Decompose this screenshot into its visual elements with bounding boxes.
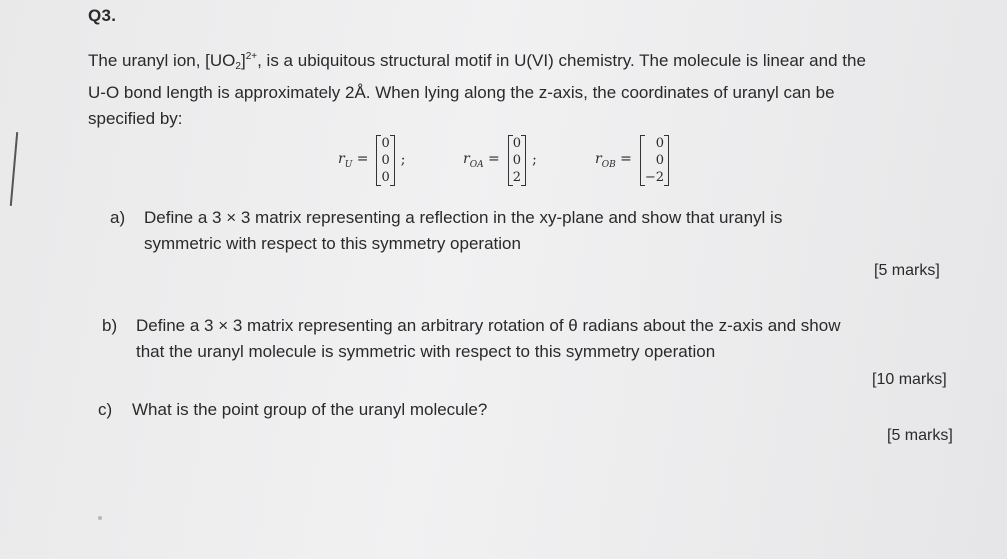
part-c — [98, 397, 698, 425]
vector-r-oa: $r_{OA}$ = 0 0 2 ; — [463, 135, 537, 185]
marks-b: [10 marks] — [872, 371, 947, 388]
marks-a: [5 marks] — [874, 262, 940, 279]
paper-speck — [98, 516, 102, 520]
question-intro — [88, 44, 968, 132]
vector-r-ob: $r_{OB}$ = 0 0 −2 — [595, 128, 675, 192]
part-text-line: What is the point group of the uranyl molecule? — [132, 400, 488, 419]
intro-line-2: U-O bond length is approximately 2Å. When lying along the z-axis, the coordinates of uranyl can be — [88, 83, 835, 102]
part-text-line: Define a 3 × 3 matrix representing an arbitrary rotation of θ radians about the z-axis and show — [136, 316, 841, 335]
part-text-line: Define a 3 × 3 matrix representing a reflection in the xy-plane and show that uranyl is — [144, 208, 783, 227]
question-number: Q3. — [88, 6, 117, 25]
intro-line-3: specified by: — [88, 109, 183, 128]
part-a — [110, 205, 970, 261]
column-vector: 0 0 2 — [508, 135, 526, 186]
part-label: a) — [110, 208, 126, 227]
part-b — [102, 313, 982, 369]
part-label: b) — [102, 316, 118, 335]
intro-line-1: The uranyl ion, $[UO_2]^{2+}$, is a ubiquitous structural motif in U(VI) chemistry. The molecule is linear and the — [88, 51, 866, 72]
part-label: c) — [98, 400, 113, 419]
column-vector: 0 0 0 — [376, 135, 394, 186]
part-text-line: that the uranyl molecule is symmetric with respect to this symmetry operation — [136, 342, 716, 361]
marks-c: [5 marks] — [887, 427, 953, 444]
coordinate-vectors — [0, 128, 1007, 192]
part-text-line: symmetric with respect to this symmetry operation — [144, 234, 521, 253]
column-vector: 0 0 −2 — [640, 135, 669, 186]
vector-r-u: $r_U$ = 0 0 0 ; — [338, 135, 406, 185]
